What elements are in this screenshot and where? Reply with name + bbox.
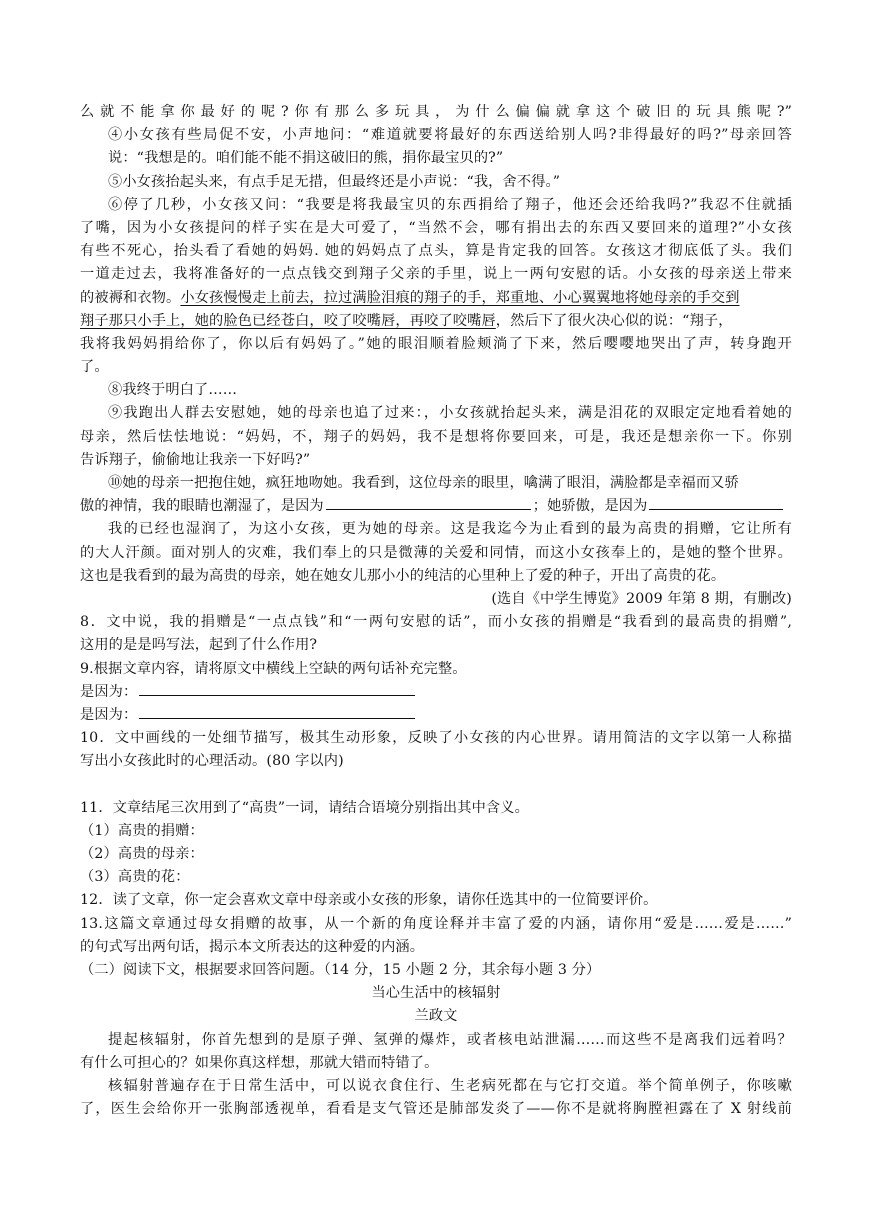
plain-segment: 傲的神情，我的眼睛也潮湿了，是因为: [80, 498, 324, 515]
question-12: 12．读了文章，你一定会喜欢文章中母亲或小女孩的形象，请你任选其中的一位简要评价。: [80, 892, 658, 909]
text-line: 有什么可担心的？如果你真这样想，那就大错而特错了。: [80, 1054, 439, 1071]
section-heading: （二）阅读下文，根据要求回答问题。（14 分，15 小题 2 分，其余每小题 3 分）: [80, 961, 601, 978]
question-9: 9.根据文章内容，请将原文中横线上空缺的两句话补充完整。: [80, 660, 467, 677]
question-11-item: （3）高贵的花：: [80, 869, 190, 886]
answer-blank[interactable]: [649, 495, 783, 510]
text-line: [80, 287, 792, 310]
text-line: 我将我妈妈捐给你了，你以后有妈妈了。”她的眼泪顺着脸颊淌了下来，然后嘤嘤地哭出了声，转身跑开: [80, 335, 792, 352]
underlined-detail-segment: 小女孩慢慢走上前去，拉过满脸泪痕的翔子的手，郑重地、小心翼翼地将她母亲的手交到: [180, 289, 740, 306]
article-title: 当心生活中的核辐射: [371, 985, 501, 1002]
text-line: 的大人汗颜。面对别人的灾难，我们奉上的只是微薄的关爱和同情，而这小女孩奉上的，是她的整个世界。: [80, 544, 792, 561]
question-10: 10．文中画线的一处细节描写，极其生动形象，反映了小女孩的内心世界。请用简洁的文字以第一人称描: [80, 730, 792, 747]
text-line: ④小女孩有些局促不安，小声地问：“难道就要将最好的东西送给别人吗?非得最好的吗?”母亲回答: [108, 127, 792, 144]
text-line: ⑩她的母亲一把抱住她，疯狂地吻她。我看到，这位母亲的眼里，噙满了眼泪，满脸都是幸福而又骄: [108, 475, 739, 491]
answer-blank[interactable]: [326, 495, 531, 510]
question-8-cont: 这用的是是吗写法，起到了什么作用?: [80, 637, 318, 654]
question-13-cont: 的句式写出两句话，揭示本文所表达的这种爱的内涵。: [80, 938, 425, 955]
question-11-item: （1）高贵的捐赠：: [80, 822, 204, 839]
text-line: [80, 310, 792, 333]
answer-blank[interactable]: [139, 681, 415, 696]
answer-label: 是因为：: [80, 706, 138, 723]
answer-line: [80, 704, 792, 727]
question-11-item: （2）高贵的母亲：: [80, 846, 204, 862]
text-line: 了，医生会给你开一张胸部透视单，看看是支气管还是肺部发炎了——你不是就将胸膛袒露在了 X 射线前: [80, 1101, 792, 1118]
text-line: 我的已经也湿润了，为这小女孩，更为她的母亲。这是我迄今为止看到的最为高贵的捐赠，它让所有: [108, 521, 792, 538]
underlined-detail-segment: 翔子那只小手上，她的脸色已经苍白，咬了咬嘴唇，再咬了咬嘴唇: [80, 312, 496, 329]
plain-segment: 的被褥和衣物。: [80, 289, 181, 306]
text-line: 么就不能拿你最好的呢?你有那么多玩具，为什么偏偏就拿这个破旧的玩具熊呢?”: [80, 104, 792, 120]
text-line: 这也是我看到的最为高贵的母亲，她在她女儿那小小的纯洁的心里种上了爱的种子，开出了高贵的花。: [80, 567, 726, 584]
plain-segment: ；她骄傲，是因为: [532, 498, 648, 515]
text-line: 说：“我想是的。咱们能不能不捐这破旧的熊，捐你最宝贝的?”: [108, 150, 504, 167]
article-author: 兰政文: [414, 1008, 458, 1025]
text-line: ⑧我终于明白了……: [108, 382, 238, 399]
plain-segment: ，然后下了很火决心似的说：“翔子，: [495, 312, 733, 329]
answer-space[interactable]: [80, 773, 792, 796]
answer-blank[interactable]: [139, 704, 415, 719]
text-line: 一道走过去，我将准备好的一点点钱交到翔子父亲的手里，说上一两句安慰的话。小女孩的母亲送上带来: [80, 266, 792, 283]
text-line: 核辐射普遍存在于日常生活中，可以说衣食住行、生老病死都在与它打交道。举个简单例子，你咳嗽: [108, 1077, 792, 1094]
text-line: 母亲，然后怯怯地说：“妈妈，不，翔子的妈妈，我不是想将你要回来，可是，我还是想亲你一下。你别: [80, 428, 792, 445]
text-line: 了。: [80, 359, 109, 376]
answer-line: [80, 681, 792, 704]
question-11: 11．文章结尾三次用到了“高贵”一词，请结合语境分别指出其中含义。: [80, 799, 529, 816]
text-line: ⑤小女孩抬起头来，有点手足无措，但最终还是小声说：“我，舍不得。”: [108, 173, 561, 190]
text-line: 提起核辐射，你首先想到的是原子弹、氢弹的爆炸，或者核电站泄漏……而这些不是离我们远着吗？: [108, 1031, 792, 1048]
question-10-cont: 写出小女孩此时的心理活动。(80 字以内): [80, 753, 344, 770]
text-line: [80, 495, 792, 518]
document-page: [80, 101, 792, 1121]
question-8: 8．文中说，我的捐赠是“一点点钱”和“一两句安慰的话”，而小女孩的捐赠是“我看到的最高贵的捐赠”,: [80, 614, 792, 631]
text-line: 告诉翔子，偷偷地让我亲一下好吗?”: [80, 451, 311, 468]
text-line: 有些不死心，抬头看了看她的妈妈. 她的妈妈点了点头，算是肯定我的回答。女孩这才彻底低了头。我们: [80, 243, 792, 260]
text-line: ⑥停了几秒，小女孩又问：“我要是将我最宝贝的东西捐给了翔子，他还会还给我吗?”我忍不住就插: [108, 196, 792, 213]
source-citation: (选自《中学生博览》2009 年第 8 期，有删改): [491, 590, 792, 607]
text-line: ⑨我跑出人群去安慰她，她的母亲也追了过来：，小女孩就抬起头来，满是泪花的双眼定定地看着她的: [108, 405, 792, 422]
question-13: 13.这篇文章通过母女捐赠的故事，从一个新的角度诠释并丰富了爱的内涵，请你用“爱是……爱是……”: [80, 915, 792, 932]
text-line: 了嘴，因为小女孩提问的样子实在是大可爱了，“当然不会，哪有捐出去的东西又要回来的道理?”小女孩: [80, 219, 792, 236]
answer-label: 是因为：: [80, 683, 138, 700]
